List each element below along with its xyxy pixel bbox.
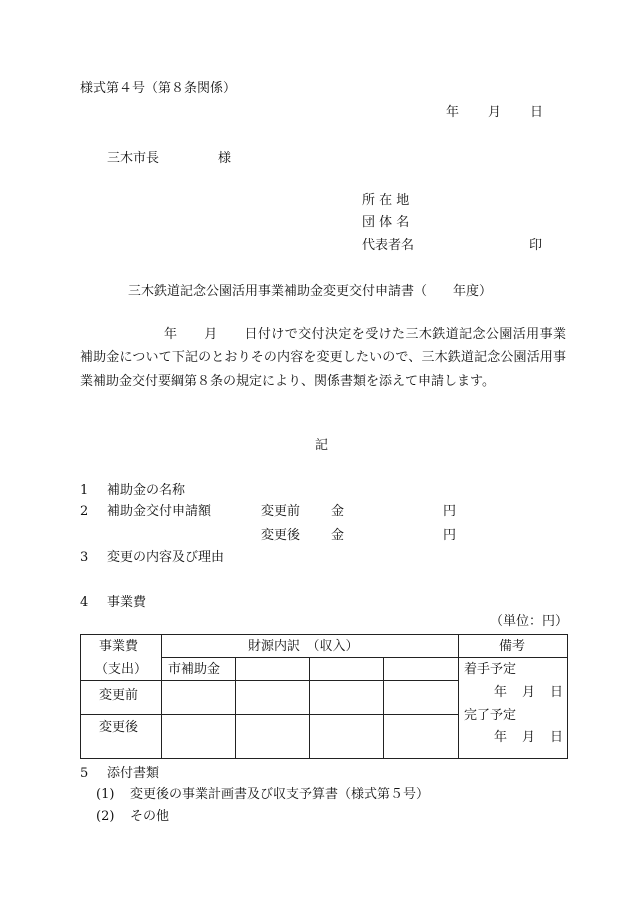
item-number-3: 3 xyxy=(80,550,89,565)
amount-before-kin: 金 xyxy=(331,504,345,519)
ki-heading: 記 xyxy=(315,438,329,453)
header-expense-cell xyxy=(81,635,162,681)
amount-before-label: 変更前 xyxy=(261,504,301,519)
item-number-2: 2 xyxy=(80,504,89,519)
date-day: 日 xyxy=(530,105,544,120)
start-plan-label: 着手予定 xyxy=(464,662,517,677)
header-source: 財源内訳 （収入） xyxy=(248,639,359,654)
before-city-subsidy-cell xyxy=(162,681,236,715)
header-remarks: 備考 xyxy=(499,639,526,654)
date-year: 年 xyxy=(446,105,460,120)
expense-table xyxy=(80,634,568,759)
attachment-2-text: その他 xyxy=(130,809,170,824)
item-label-subsidy-name: 補助金の名称 xyxy=(107,483,186,498)
applicant-address-label: 所 在 地 xyxy=(362,193,410,208)
after-source-4-cell xyxy=(384,715,459,759)
row-before-label-cell xyxy=(81,681,162,715)
item-number-4: 4 xyxy=(80,595,89,610)
header-expense: 事業費 xyxy=(99,639,139,654)
city-subsidy-cell xyxy=(162,658,236,681)
item-label-project-cost: 事業費 xyxy=(107,595,147,610)
amount-after-kin: 金 xyxy=(331,528,345,543)
header-source-cell xyxy=(162,635,459,658)
attachment-2-number: (2) xyxy=(96,809,115,824)
after-source-2-cell xyxy=(236,715,310,759)
after-city-subsidy-cell xyxy=(162,715,236,759)
addressee-name: 三木市長 xyxy=(107,151,160,166)
finish-plan-label: 完了予定 xyxy=(464,708,517,723)
body-paragraph: 年 月 日付けで交付決定を受けた三木鉄道記念公園活用事業補助金について下記のとおりその内容を変更したいので、三木鉄道記念公園活用事業補助金交付要綱第８条の規定により、関係書類を添えて申請します。 xyxy=(80,327,566,389)
addressee-honorific: 様 xyxy=(218,151,232,166)
header-remarks-cell xyxy=(459,635,568,658)
form-number: 様式第４号（第８条関係） xyxy=(80,81,237,96)
item-label-change-reason: 変更の内容及び理由 xyxy=(107,550,225,565)
city-subsidy-label: 市補助金 xyxy=(168,662,221,677)
applicant-org-label: 団 体 名 xyxy=(362,215,410,230)
unit-note: （単位：円） xyxy=(490,614,569,629)
attachment-1-text: 変更後の事業計画書及び収支予算書（様式第５号） xyxy=(130,787,430,802)
before-source-3-cell xyxy=(310,681,384,715)
before-source-2-cell xyxy=(236,681,310,715)
date-month: 月 xyxy=(488,105,502,120)
start-day: 日 xyxy=(550,685,564,700)
row-after-label-cell xyxy=(81,715,162,759)
before-source-4-cell xyxy=(384,681,459,715)
row-before-label: 変更前 xyxy=(99,688,139,703)
amount-after-label: 変更後 xyxy=(261,528,301,543)
remarks-cell xyxy=(459,658,568,759)
applicant-representative-label: 代表者名 xyxy=(362,238,415,253)
finish-day: 日 xyxy=(550,730,564,745)
source-col-4-header xyxy=(384,658,459,681)
item-label-attachments: 添付書類 xyxy=(107,766,160,781)
amount-before-yen: 円 xyxy=(443,504,457,519)
seal-mark: 印 xyxy=(529,238,543,253)
finish-month: 月 xyxy=(522,730,536,745)
amount-after-yen: 円 xyxy=(443,528,457,543)
item-label-application-amount: 補助金交付申請額 xyxy=(107,504,212,519)
document-title: 三木鉄道記念公園活用事業補助金変更交付申請書（ 年度） xyxy=(128,284,493,299)
start-month: 月 xyxy=(522,685,536,700)
header-expense-sub: （支出） xyxy=(95,662,148,677)
after-source-3-cell xyxy=(310,715,384,759)
source-col-3-header xyxy=(310,658,384,681)
attachment-1-number: (1) xyxy=(96,787,115,802)
item-number-1: 1 xyxy=(80,483,89,498)
row-after-label: 変更後 xyxy=(99,720,139,735)
finish-year: 年 xyxy=(494,730,508,745)
start-year: 年 xyxy=(494,685,508,700)
source-col-2-header xyxy=(236,658,310,681)
item-number-5: 5 xyxy=(80,766,89,781)
